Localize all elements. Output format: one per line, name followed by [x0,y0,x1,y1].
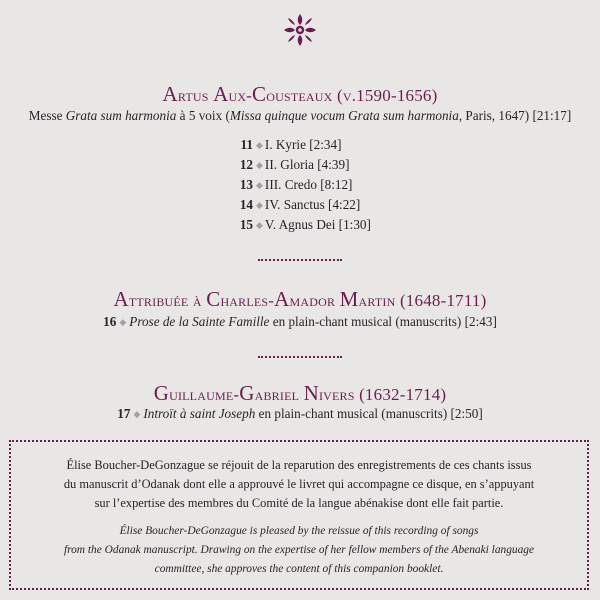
track-item: 14 ◆ IV. Sanctus [4:22] [239,197,361,212]
track-item: 17 ◆ Introït à saint Joseph en plain-chant musical (manuscrits) [2:50] [117,406,483,421]
dotted-divider [258,259,342,261]
track-item: 11 ◆ I. Kyrie [2:34] [240,137,342,152]
french-text-line: Élise Boucher-DeGonzague se réjouit de la reparution des enregistrements de ces chants issus [66,458,532,472]
diamond-bullet-icon: ◆ [256,200,263,210]
composer-heading-nivers: Guillaume-Gabriel Nivers (1632-1714) [153,381,447,405]
diamond-bullet-icon: ◆ [256,140,263,150]
french-text-line: sur l’expertise des membres du Comité de la langue abénakise dont elle fait partie. [94,496,504,510]
track-item: 15 ◆ V. Agnus Dei [1:30] [239,217,371,232]
track-item: 12 ◆ II. Gloria [4:39] [239,157,350,172]
composer-heading-aux-cousteaux: Artus Aux-Cousteaux (v.1590-1656) [162,82,438,106]
composer-heading-martin: Attribuée à Charles-Amador Martin (1648-1711) [113,287,487,311]
track-item: 16 ◆ Prose de la Sainte Famille en plain-chant musical (manuscrits) [2:43] [103,314,497,329]
diamond-bullet-icon: ◆ [256,220,263,230]
english-text-line: from the Odanak manuscript. Drawing on the expertise of her fellow members of the Abenaki language [63,544,535,556]
french-text-line: du manuscrit d’Odanak dont elle a approuvé le livret qui accompagne ce disque, en s’appuyant [63,477,535,491]
diamond-bullet-icon: ◆ [256,180,263,190]
diamond-bullet-icon: ◆ [119,317,127,327]
work-description: Messe Grata sum harmonia à 5 voix (Missa quinque vocum Grata sum harmonia, Paris, 1647) [21:17] [28,108,572,123]
track-item: 13 ◆ III. Credo [8:12] [239,177,353,192]
diamond-bullet-icon: ◆ [133,409,141,419]
english-text-line: committee, she approves the content of this companion booklet. [154,563,444,575]
diamond-bullet-icon: ◆ [256,160,263,170]
english-text-line: Élise Boucher-DeGonzague is pleased by the reissue of this recording of songs [119,525,479,537]
endorsement-box [9,440,589,590]
fleur-ornament-icon [282,12,318,48]
dotted-divider [258,356,342,358]
